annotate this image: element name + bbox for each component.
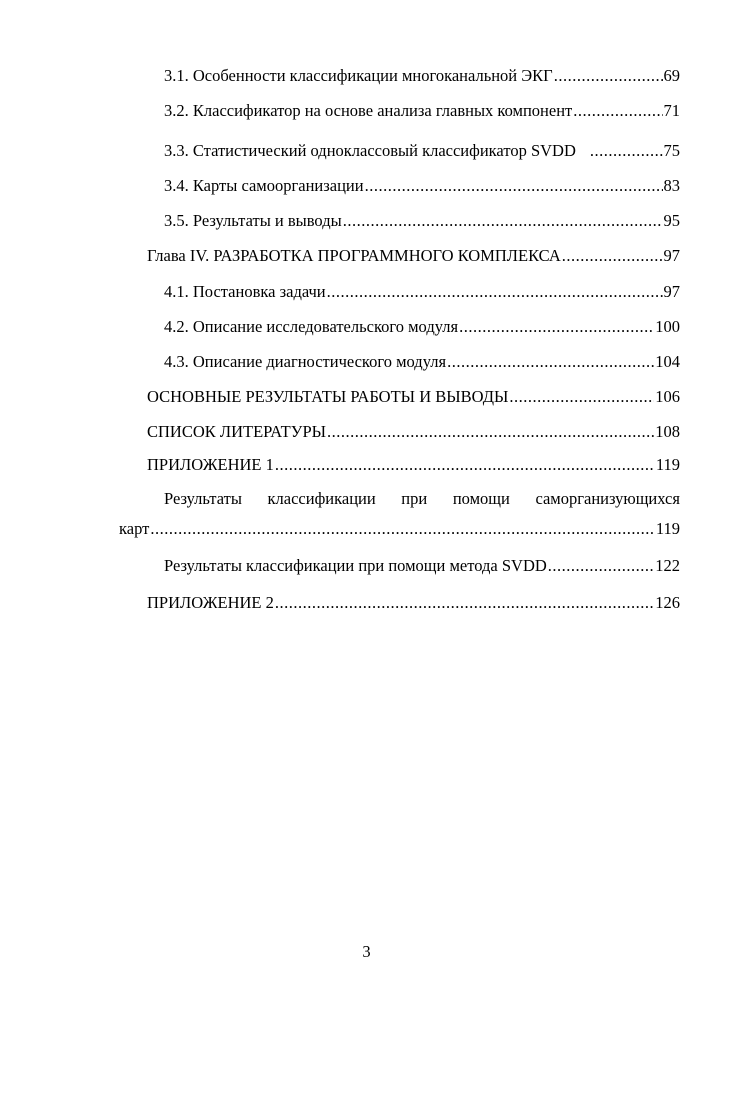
toc-entry-word: саморганизующихся bbox=[535, 489, 680, 508]
toc-entry-chapter-4 bbox=[147, 246, 680, 266]
toc-entry-word: помощи bbox=[452, 489, 510, 508]
toc-entry-3-5 bbox=[164, 211, 680, 231]
toc-entry-4-2 bbox=[164, 317, 680, 337]
toc-entry-appendix-1 bbox=[147, 455, 680, 475]
toc-leader-dots bbox=[590, 141, 663, 161]
toc-entry-page: 106 bbox=[655, 387, 680, 406]
toc-entry-title: ОСНОВНЫЕ РЕЗУЛЬТАТЫ РАБОТЫ И ВЫВОДЫ bbox=[147, 387, 509, 406]
toc-entry-page: 104 bbox=[655, 352, 680, 371]
toc-entry-appendix-2 bbox=[147, 593, 680, 613]
toc-entry-title: 4.2. Описание исследовательского модуля bbox=[164, 317, 459, 336]
toc-entry-page: 95 bbox=[663, 211, 680, 230]
toc-leader-dots bbox=[343, 211, 663, 231]
toc-entry-page: 126 bbox=[655, 593, 680, 612]
toc-entry-page: 119 bbox=[655, 519, 680, 538]
toc-entry-page: 108 bbox=[655, 422, 680, 441]
toc-entry-som-results-line1 bbox=[164, 489, 680, 509]
toc-leader-dots bbox=[150, 519, 655, 539]
toc-entry-title: 3.2. Классификатор на основе анализа главных компонент bbox=[164, 101, 573, 120]
toc-entry-page: 100 bbox=[655, 317, 680, 336]
toc-entry-word: при bbox=[401, 489, 428, 508]
toc-entry-svdd-results bbox=[164, 556, 680, 576]
toc-entry-page: 122 bbox=[655, 556, 680, 575]
toc-leader-dots bbox=[562, 246, 663, 266]
toc-entry-title: ПРИЛОЖЕНИЕ 2 bbox=[147, 593, 274, 612]
toc-entry-page: 97 bbox=[663, 246, 680, 265]
toc-entry-4-1 bbox=[164, 282, 680, 302]
toc-leader-dots bbox=[548, 556, 654, 576]
toc-leader-dots bbox=[554, 66, 663, 86]
toc-leader-dots bbox=[327, 422, 654, 442]
toc-entry-title: Результаты классификации при помощи метода SVDD bbox=[164, 556, 547, 575]
toc-entry-title: Глава IV. РАЗРАБОТКА ПРОГРАММНОГО КОМПЛЕКСА bbox=[147, 246, 561, 265]
toc-entry-page: 83 bbox=[663, 176, 680, 195]
toc-entry-title: карт bbox=[119, 519, 150, 538]
toc-entry-title: ПРИЛОЖЕНИЕ 1 bbox=[147, 455, 274, 474]
toc-entry-title: 3.3. Статистический одноклассовый классификатор SVDD bbox=[164, 141, 576, 160]
toc-entry-3-1 bbox=[164, 66, 680, 86]
toc-entry-4-3 bbox=[164, 352, 680, 372]
toc-entry-page: 75 bbox=[663, 141, 680, 160]
toc-entry-title: 4.3. Описание диагностического модуля bbox=[164, 352, 447, 371]
toc-leader-dots bbox=[275, 455, 655, 475]
toc-entry-title: 3.1. Особенности классификации многоканальной ЭКГ bbox=[164, 66, 553, 85]
toc-entry-word: классификации bbox=[267, 489, 376, 508]
toc-entry-title: 3.5. Результаты и выводы bbox=[164, 211, 342, 230]
toc-entry-3-2 bbox=[164, 101, 680, 121]
toc-leader-dots bbox=[275, 593, 654, 613]
toc-entry-references bbox=[147, 422, 680, 442]
toc-entry-page: 97 bbox=[663, 282, 680, 301]
toc-leader-dots bbox=[509, 387, 654, 407]
toc-entry-page: 71 bbox=[663, 101, 680, 120]
toc-entry-title: СПИСОК ЛИТЕРАТУРЫ bbox=[147, 422, 327, 441]
toc-entry-page: 69 bbox=[663, 66, 680, 85]
toc-entry-results bbox=[147, 387, 680, 407]
toc-entry-title: 4.1. Постановка задачи bbox=[164, 282, 326, 301]
toc-entry-word: Результаты bbox=[164, 489, 242, 508]
toc-entry-som-results-line2 bbox=[119, 519, 680, 539]
toc-entry-3-3 bbox=[164, 141, 680, 161]
toc-entry-3-4 bbox=[164, 176, 680, 196]
toc-leader-dots bbox=[327, 282, 663, 302]
toc-leader-dots bbox=[573, 101, 662, 121]
toc-leader-dots bbox=[459, 317, 654, 337]
toc-leader-dots bbox=[447, 352, 654, 372]
page-number: 3 bbox=[362, 942, 371, 961]
toc-entry-page: 119 bbox=[655, 455, 680, 474]
toc-entry-title: 3.4. Карты самоорганизации bbox=[164, 176, 364, 195]
toc-leader-dots bbox=[365, 176, 663, 196]
